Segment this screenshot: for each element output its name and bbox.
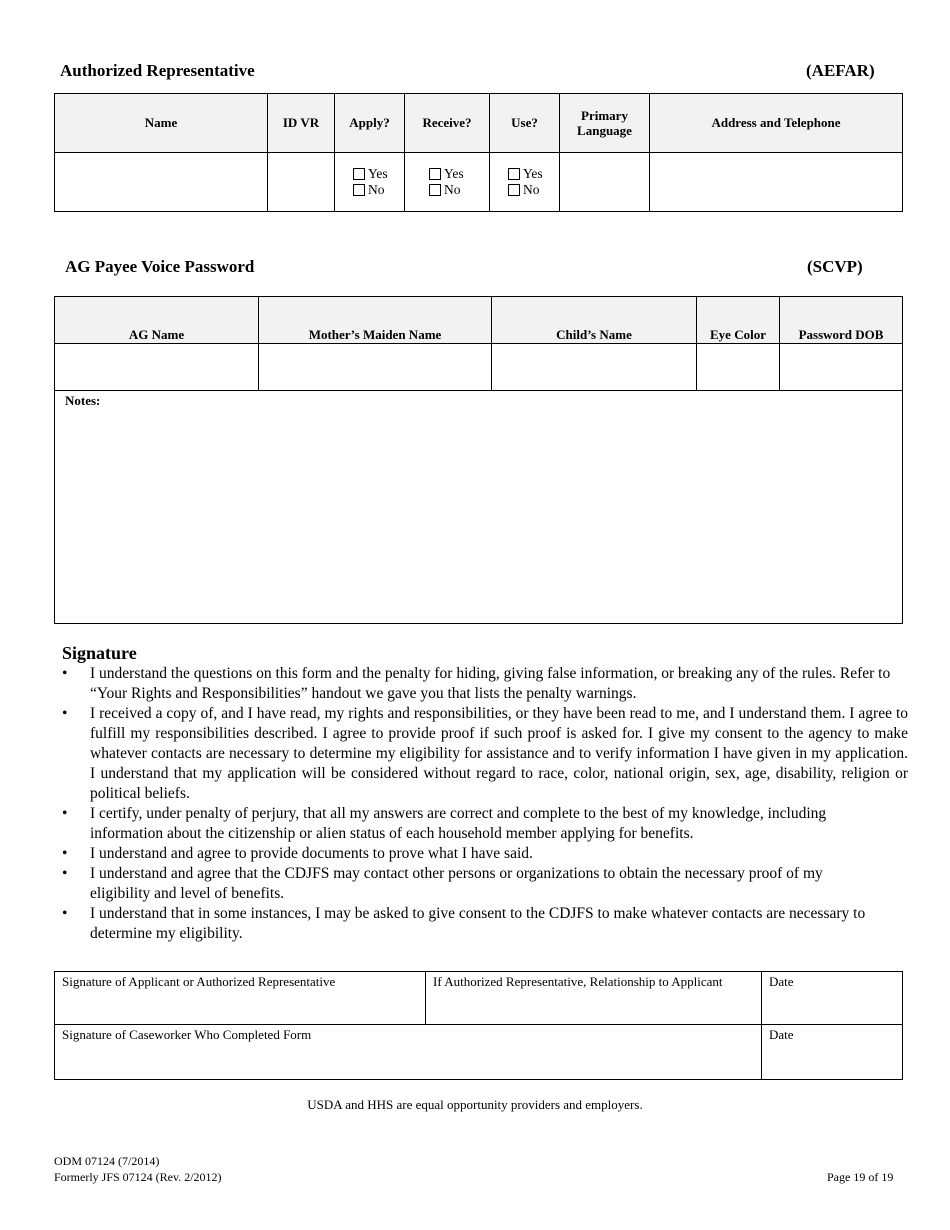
use-options — [490, 153, 560, 212]
eye-color-field[interactable] — [697, 344, 780, 391]
signature-heading: Signature — [62, 643, 137, 663]
form-number: ODM 07124 (7/2014) — [54, 1154, 160, 1168]
signature-table — [54, 971, 903, 1080]
caseworker-date-field[interactable]: Date — [762, 1025, 903, 1080]
yes-label: Yes — [368, 166, 388, 181]
auth-rep-table — [54, 93, 903, 212]
col-mothers-maiden-name: Mother’s Maiden Name — [259, 297, 492, 344]
address-telephone-field[interactable] — [650, 153, 903, 212]
applicant-date-field[interactable]: Date — [762, 972, 903, 1025]
mothers-maiden-name-field[interactable] — [259, 344, 492, 391]
col-address-telephone: Address and Telephone — [650, 94, 903, 153]
list-item: • I understand that in some instances, I may be asked to give consent to the CDJFS to make whatever contacts are necessary to determine my eligibility. — [62, 904, 908, 944]
receive-no-checkbox[interactable] — [429, 184, 441, 196]
col-apply: Apply? — [335, 94, 405, 153]
relationship-field[interactable]: If Authorized Representative, Relationship to Applicant — [426, 972, 762, 1025]
caseworker-signature-field[interactable]: Signature of Caseworker Who Completed Form — [55, 1025, 762, 1080]
childs-name-field[interactable] — [492, 344, 697, 391]
notes-label: Notes: — [65, 393, 101, 408]
apply-yes-checkbox[interactable] — [353, 168, 365, 180]
primary-language-field[interactable] — [560, 153, 650, 212]
payee-title: AG Payee Voice Password — [65, 257, 255, 276]
notes-field[interactable] — [55, 391, 903, 624]
receive-options — [405, 153, 490, 212]
equal-opportunity-statement: USDA and HHS are equal opportunity providers and employers. — [307, 1097, 643, 1112]
col-eye-color: Eye Color — [697, 297, 780, 344]
no-label: No — [368, 182, 385, 197]
use-yes-checkbox[interactable] — [508, 168, 520, 180]
receive-yes-checkbox[interactable] — [429, 168, 441, 180]
name-field[interactable] — [55, 153, 268, 212]
list-item: • I understand the questions on this form and the penalty for hiding, giving false information, or breaking any of the rules. Refer to “Your Rights and Responsibilities” handout we gave you that lists the penalty warnings. — [62, 664, 908, 704]
id-vr-field[interactable] — [268, 153, 335, 212]
no-label: No — [444, 182, 461, 197]
auth-rep-title: Authorized Representative — [60, 61, 255, 80]
apply-no-checkbox[interactable] — [353, 184, 365, 196]
payee-code: (SCVP) — [807, 257, 863, 276]
yes-label: Yes — [523, 166, 543, 181]
col-id-vr: ID VR — [268, 94, 335, 153]
col-childs-name: Child’s Name — [492, 297, 697, 344]
list-item: • I certify, under penalty of perjury, that all my answers are correct and complete to the best of my knowledge, including information about the citizenship or alien status of each household member applying for benefits. — [62, 804, 908, 844]
password-dob-field[interactable] — [780, 344, 903, 391]
auth-rep-code: (AEFAR) — [806, 61, 875, 80]
col-use: Use? — [490, 94, 560, 153]
col-receive: Receive? — [405, 94, 490, 153]
list-item: • I understand and agree that the CDJFS may contact other persons or organizations to obtain the necessary proof of my eligibility and level of benefits. — [62, 864, 908, 904]
apply-options — [335, 153, 405, 212]
col-name: Name — [55, 94, 268, 153]
col-ag-name: AG Name — [55, 297, 259, 344]
yes-label: Yes — [444, 166, 464, 181]
use-no-checkbox[interactable] — [508, 184, 520, 196]
list-item: • I received a copy of, and I have read, my rights and responsibilities, or they have been read to me, and I understand them. I agree to fulfill my responsibilities described. I agree to provide proof if such proof is asked for. I give my consent to the agency to make whatever contacts are necessary to determine my eligibility for assistance and to verify information I have given in my application. I understand that my application will be considered without regard to race, color, national origin, sex, age, disability, religion or political beliefs. — [62, 704, 908, 804]
page-number: Page 19 of 19 — [827, 1170, 894, 1184]
col-primary-language: Primary Language — [560, 94, 650, 153]
signature-statements — [62, 664, 908, 944]
no-label: No — [523, 182, 540, 197]
ag-name-field[interactable] — [55, 344, 259, 391]
col-password-dob: Password DOB — [780, 297, 903, 344]
list-item: • I understand and agree to provide documents to prove what I have said. — [62, 844, 908, 864]
applicant-signature-field[interactable]: Signature of Applicant or Authorized Representative — [55, 972, 426, 1025]
formerly-form-number: Formerly JFS 07124 (Rev. 2/2012) — [54, 1170, 222, 1184]
payee-table — [54, 296, 903, 624]
